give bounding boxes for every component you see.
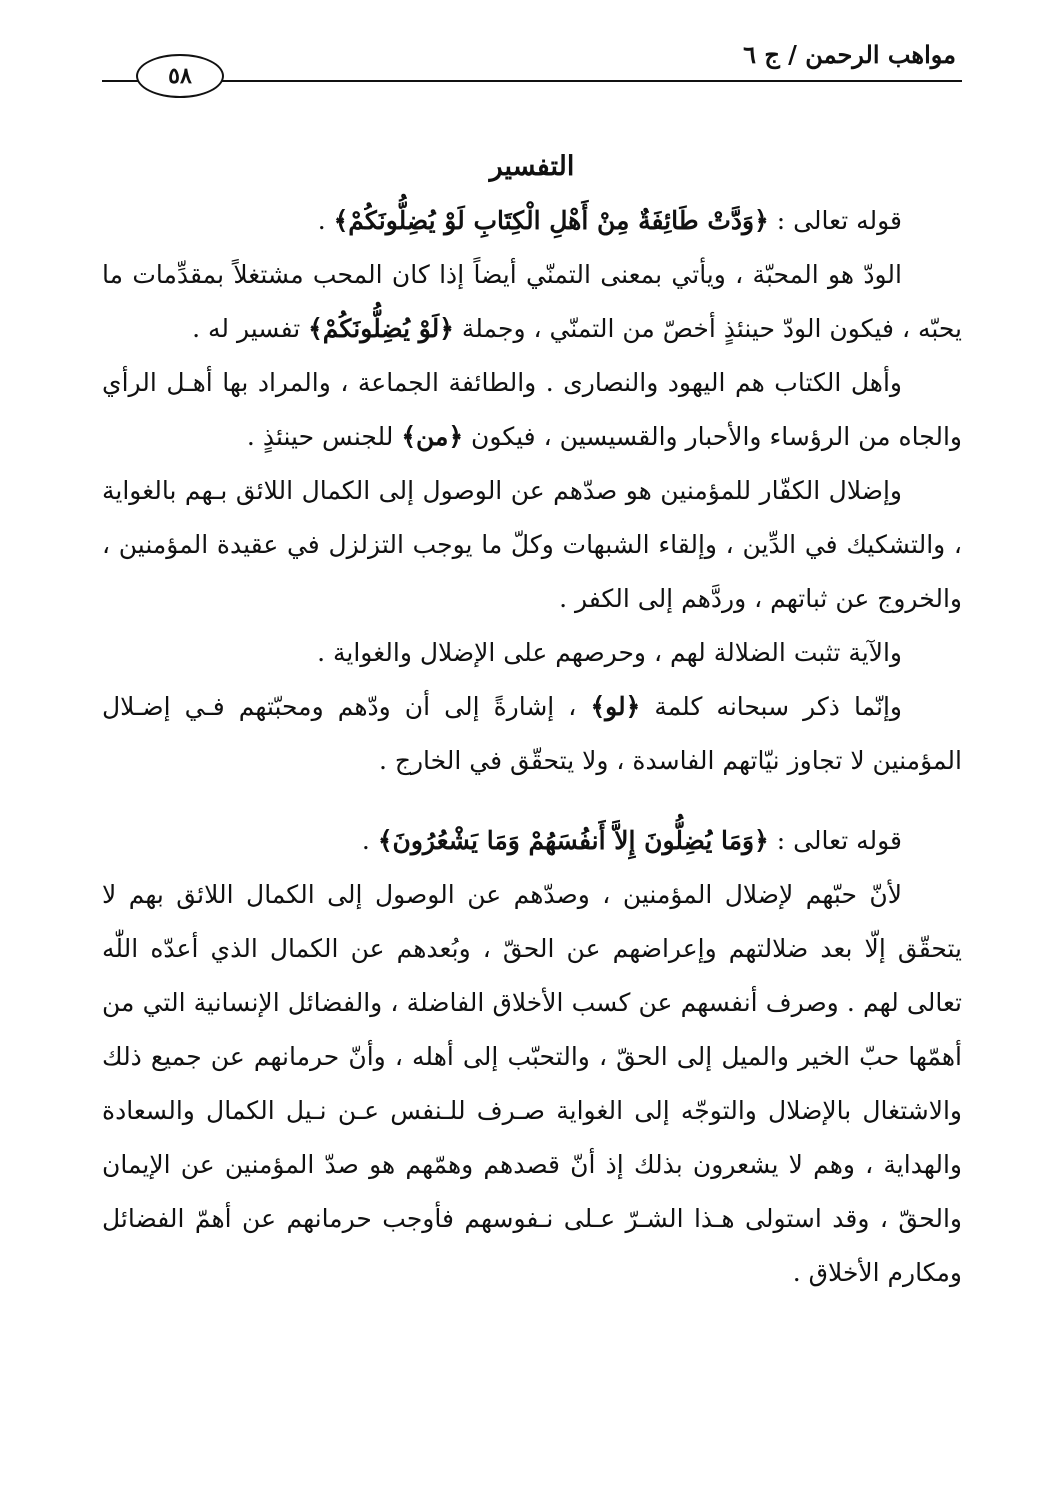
section-gap [102, 788, 962, 814]
paragraph [102, 248, 962, 356]
paragraph-text: ، إشارةً إلى أن ودّهم ومحبّتهم فـي إضـلال المؤمنين لا تجاوز نيّاتهم الفاسدة ، ولا يتحقّق في الخارج . [102, 692, 962, 775]
quran-phrase: ﴿من﴾ [401, 422, 464, 451]
quran-phrase: ﴿لو﴾ [590, 692, 641, 721]
paragraph-text: للجنس حينئذٍ . [246, 422, 402, 451]
verse-quote-1 [102, 194, 962, 248]
quran-verse: ﴿وَدَّتْ طَائِفَةٌ مِنْ أَهْلِ الْكِتَابِ لَوْ يُضِلُّونَكُمْ﴾ [333, 206, 769, 235]
verse-intro: قوله تعالى : [768, 826, 902, 855]
paragraph: وإضلال الكفّار للمؤمنين هو صدّهم عن الوصول إلى الكمال اللائق بـهم بالغواية ، والتشكيك في الدِّين ، وإلقاء الشبهات وكلّ ما يوجب التزلزل في عقيدة المؤمنين ، والخروج عن ثباتهم ، وردَّهم إلى الكفر . [102, 476, 962, 613]
paragraph [102, 680, 962, 788]
verse-quote-2 [102, 814, 962, 868]
quran-phrase: ﴿لَوْ يُضِلُّونَكُمْ﴾ [308, 314, 454, 343]
paragraph-text: تفسير له . [192, 314, 309, 343]
paragraph [102, 356, 962, 464]
section-heading: التفسير [489, 151, 575, 182]
paragraph: والآية تثبت الضلالة لهم ، وحرصهم على الإضلال والغواية . [317, 638, 902, 667]
page-number: ٥٨ [136, 54, 224, 98]
paragraph-text: الودّ هو المحبّة ، ويأتي بمعنى التمنّي أيضاً إذا كان المحب مشتغلاً بمقدِّمات ما يحبّه ، فيكون الودّ حينئذٍ أخصّ من التمنّي ، وجملة [102, 260, 962, 343]
header-rule [102, 80, 962, 82]
verse-end: . [361, 826, 378, 855]
body-text [102, 140, 962, 1300]
paragraph: لأنّ حبّهم لإضلال المؤمنين ، وصدّهم عن الوصول إلى الكمال اللائق بهم لا يتحقّق إلّا بعد ضلالتهم وإعراضهم عن الحقّ ، وبُعدهم عن الكمال الذي أعدّه اللّٰه تعالى لهم . وصرف أنفسهم عن كسب الأخلاق الفاضلة ، والفضائل الإنسانية التي من أهمّها حبّ الخير والميل إلى الحقّ ، والتحبّب إلى أهله ، وأنّ حرمانهم عن جميع ذلك والاشتغال بالإضلال والتوجّه إلى الغواية صـرف للـنفس عـن نـيل الكمال والسعادة والهداية ، وهم لا يشعرون بذلك إذ أنّ قصدهم وهمّهم هو صدّ المؤمنين عن الإيمان والحقّ ، وقد استولى هـذا الشـرّ عـلى نـفوسهم فأوجب حرمانهم عن أهمّ الفضائل ومكارم الأخلاق . [102, 880, 962, 1287]
verse-intro: قوله تعالى : [768, 206, 902, 235]
quran-verse: ﴿وَمَا يُضِلُّونَ إِلاَّ أَنفُسَهُمْ وَمَا يَشْعُرُونَ﴾ [377, 826, 769, 855]
running-header-title: مواهب الرحمن / ج ٦ [743, 40, 956, 69]
verse-end: . [317, 206, 334, 235]
paragraph-text: وأهل الكتاب هم اليهود والنصارى . والطائفة الجماعة ، والمراد بها أهـل الرأي والجاه من الرؤساء والأحبار والقسيسين ، فيكون [102, 368, 962, 451]
paragraph-text: وإنّما ذكر سبحانه كلمة [640, 692, 902, 721]
